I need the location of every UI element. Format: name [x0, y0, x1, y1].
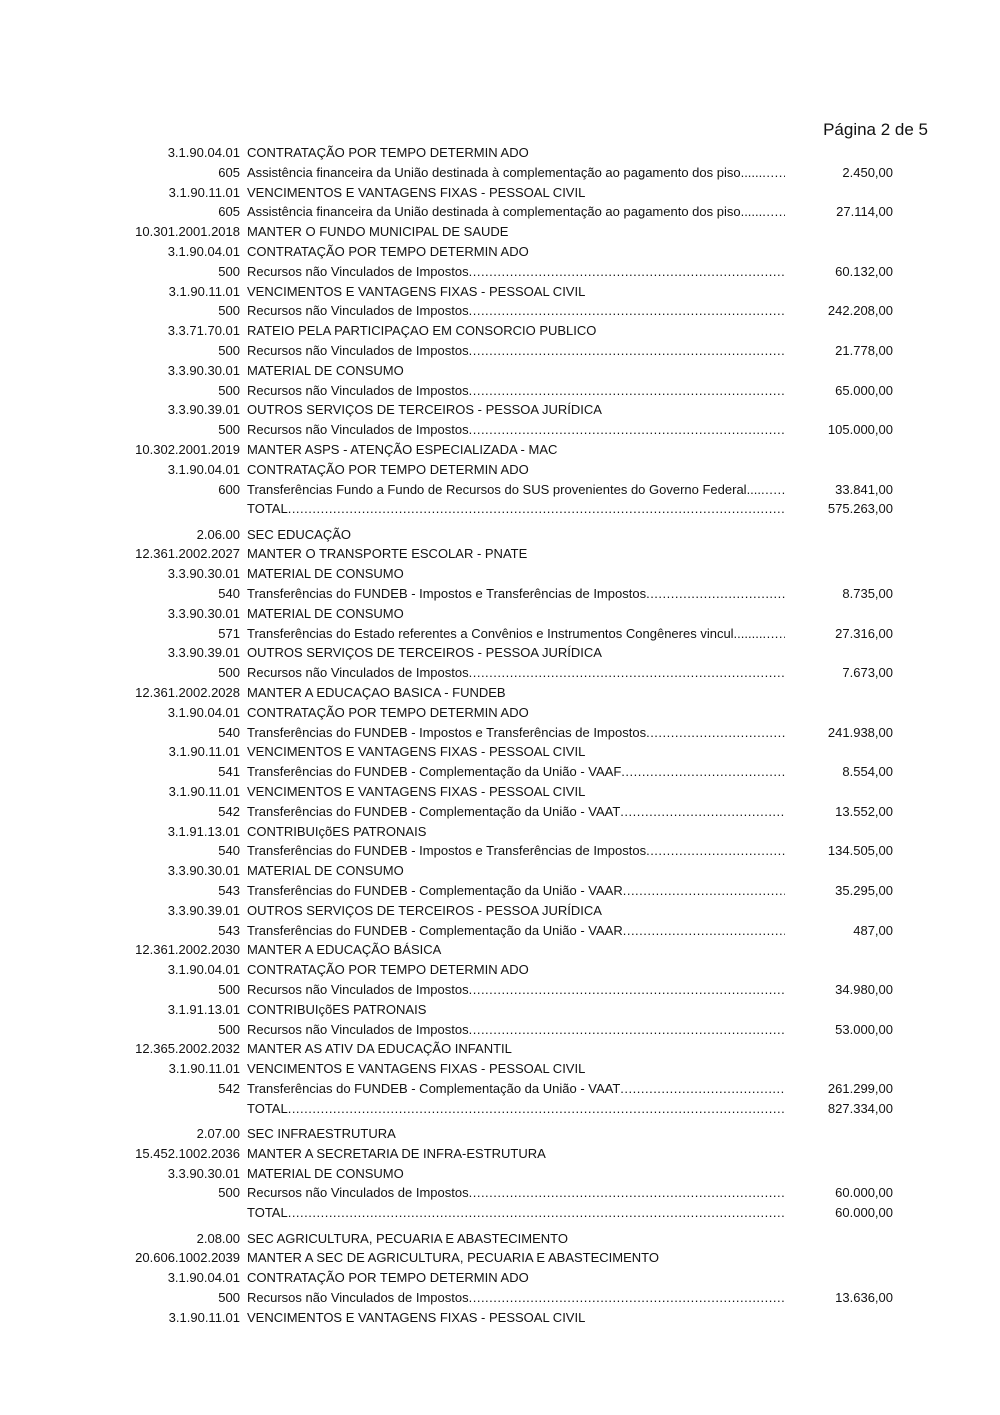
- row-description-text: Transferências do FUNDEB - Complementação da União - VAAT: [247, 1080, 621, 1096]
- account-header-row: [0, 822, 1000, 842]
- row-code: 12.365.2002.2032: [135, 1041, 240, 1057]
- row-code: 543: [218, 922, 240, 938]
- row-code: 543: [218, 882, 240, 898]
- row-description: [247, 762, 785, 782]
- account-header-row: [0, 460, 1000, 480]
- row-description: [247, 584, 785, 604]
- row-description-text: MANTER AS ATIV DA EDUCAÇÃO INFANTIL: [247, 1041, 512, 1057]
- funding-source-row: [0, 1079, 1000, 1099]
- row-description: [247, 544, 785, 564]
- funding-source-row: [0, 163, 1000, 183]
- row-code: 605: [218, 164, 240, 180]
- funding-source-row: [0, 584, 1000, 604]
- dot-leader: [646, 723, 785, 743]
- row-description: [247, 723, 785, 743]
- row-description-text: Transferências do FUNDEB - Impostos e Transferências de Impostos: [247, 843, 647, 859]
- row-description-text: CONTRIBUIçõES PATRONAIS: [247, 1001, 427, 1017]
- row-description: [247, 1288, 785, 1308]
- row-description: [247, 940, 785, 960]
- account-header-row: [0, 940, 1000, 960]
- row-description-text: SEC INFRAESTRUTURA: [247, 1126, 396, 1142]
- row-description-text: MANTER O FUNDO MUNICIPAL DE SAUDE: [247, 224, 509, 240]
- dot-leader: [623, 921, 785, 941]
- row-description: [247, 301, 785, 321]
- dot-leader: [620, 802, 785, 822]
- row-value: 487,00: [853, 922, 893, 938]
- row-value: 65.000,00: [835, 382, 893, 398]
- row-description-text: Recursos não Vinculados de Impostos: [247, 1185, 469, 1201]
- account-header-row: [0, 1248, 1000, 1268]
- row-value: 242.208,00: [827, 303, 893, 319]
- row-description: [247, 143, 785, 163]
- dot-leader: [469, 1183, 785, 1203]
- row-code: 500: [218, 263, 240, 279]
- row-description: [247, 802, 785, 822]
- row-description-text: Transferências Fundo a Fundo de Recursos do SUS provenientes do Governo Federal....: [247, 481, 762, 497]
- dot-leader: [762, 624, 785, 644]
- row-description-text: Assistência financeira da União destinada à complementação ao pagamento dos piso......: [247, 164, 763, 180]
- row-code: 3.3.90.30.01: [167, 605, 240, 621]
- dot-leader: [469, 663, 785, 683]
- row-description: [247, 1059, 785, 1079]
- row-code: 3.1.91.13.01: [167, 823, 240, 839]
- account-header-row: [0, 1164, 1000, 1184]
- funding-source-row: [0, 1020, 1000, 1040]
- row-code: 500: [218, 1021, 240, 1037]
- row-code: 500: [218, 665, 240, 681]
- row-description-text: Transferências do Estado referentes a Convênios e Instrumentos Congêneres vincul........: [247, 625, 763, 641]
- row-description: [247, 841, 785, 861]
- row-code: 542: [218, 1080, 240, 1096]
- row-description-text: Transferências do FUNDEB - Impostos e Transferências de Impostos: [247, 724, 647, 740]
- row-description: [247, 321, 785, 341]
- funding-source-row: [0, 262, 1000, 282]
- row-description: [247, 381, 785, 401]
- row-code: 3.1.90.11.01: [168, 784, 240, 799]
- dot-leader: [469, 301, 785, 321]
- row-description: [247, 1020, 785, 1040]
- dot-leader: [288, 1203, 785, 1223]
- row-description: [247, 183, 785, 203]
- dot-leader: [469, 420, 785, 440]
- dot-leader: [469, 1288, 785, 1308]
- row-description: [247, 282, 785, 302]
- row-description: [247, 440, 785, 460]
- section-header-row: [0, 1229, 1000, 1249]
- row-description-text: MANTER A EDUCAÇÃO BÁSICA: [247, 942, 442, 958]
- funding-source-row: [0, 1183, 1000, 1203]
- row-description-text: VENCIMENTOS E VANTAGENS FIXAS - PESSOAL CIVIL: [247, 744, 586, 760]
- row-code: 3.1.90.11.01: [168, 744, 240, 760]
- dot-leader: [761, 480, 785, 500]
- dot-leader: [469, 381, 785, 401]
- row-description-text: Recursos não Vinculados de Impostos: [247, 342, 469, 358]
- funding-source-row: [0, 420, 1000, 440]
- row-description-text: MANTER A EDUCAÇAO BASICA - FUNDEB: [247, 685, 506, 701]
- row-description: [247, 624, 785, 644]
- account-header-row: [0, 544, 1000, 564]
- row-code: 500: [218, 981, 240, 997]
- row-description: [247, 861, 785, 881]
- account-header-row: [0, 703, 1000, 723]
- row-description-text: MANTER O TRANSPORTE ESCOLAR - PNATE: [247, 546, 528, 562]
- account-header-row: [0, 222, 1000, 242]
- row-code: 3.1.90.11.01: [168, 1309, 240, 1325]
- row-value: 261.299,00: [827, 1080, 893, 1096]
- row-description: [247, 564, 785, 584]
- row-code: 12.361.2002.2030: [135, 942, 240, 958]
- row-code: 3.1.90.04.01: [167, 461, 240, 477]
- account-header-row: [0, 242, 1000, 262]
- row-code: 3.3.90.30.01: [167, 863, 240, 879]
- row-description: [247, 262, 785, 282]
- dot-leader: [288, 1099, 785, 1119]
- row-description-text: SEC AGRICULTURA, PECUARIA E ABASTECIMENTO: [247, 1230, 568, 1246]
- row-description: [247, 921, 785, 941]
- row-value: 60.000,00: [835, 1205, 893, 1221]
- row-description-text: MATERIAL DE CONSUMO: [247, 362, 404, 378]
- dot-leader: [762, 202, 785, 222]
- account-header-row: [0, 1039, 1000, 1059]
- row-description: [247, 1039, 785, 1059]
- row-description-text: MATERIAL DE CONSUMO: [247, 1165, 404, 1181]
- account-header-row: [0, 143, 1000, 163]
- account-header-row: [0, 742, 1000, 762]
- row-code: 3.1.90.04.01: [167, 1270, 240, 1286]
- row-description: [247, 1268, 785, 1288]
- row-description: [247, 742, 785, 762]
- row-description: [247, 683, 785, 703]
- row-description: [247, 420, 785, 440]
- row-code: 500: [218, 382, 240, 398]
- row-description: [247, 1164, 785, 1184]
- account-header-row: [0, 440, 1000, 460]
- row-description-text: MATERIAL DE CONSUMO: [247, 605, 404, 621]
- account-header-row: [0, 901, 1000, 921]
- total-row: [0, 1099, 1000, 1119]
- row-code: 2.08.00: [196, 1230, 240, 1246]
- row-description-text: MATERIAL DE CONSUMO: [247, 863, 404, 879]
- row-description-text: Recursos não Vinculados de Impostos: [247, 263, 469, 279]
- row-description-text: CONTRATAÇÃO POR TEMPO DETERMIN ADO: [247, 1270, 529, 1286]
- row-description: [247, 881, 785, 901]
- row-description: [247, 163, 785, 183]
- row-description: [247, 703, 785, 723]
- row-description: [247, 1308, 785, 1328]
- row-description: [247, 1000, 785, 1020]
- row-code: 3.1.90.04.01: [167, 145, 240, 160]
- row-code: 600: [218, 481, 240, 497]
- row-code: 3.3.90.30.01: [167, 1165, 240, 1181]
- funding-source-row: [0, 301, 1000, 321]
- row-code: 3.3.90.39.01: [167, 902, 240, 918]
- funding-source-row: [0, 624, 1000, 644]
- row-description: [247, 202, 785, 222]
- dot-leader: [646, 841, 785, 861]
- account-header-row: [0, 643, 1000, 663]
- row-description: [247, 1248, 785, 1268]
- row-description-text: Transferências do FUNDEB - Impostos e Transferências de Impostos: [247, 586, 647, 602]
- row-value: 34.980,00: [835, 981, 893, 997]
- funding-source-row: [0, 921, 1000, 941]
- row-description-text: Recursos não Vinculados de Impostos: [247, 981, 469, 997]
- row-description: [247, 400, 785, 420]
- row-code: 20.606.1002.2039: [135, 1250, 240, 1266]
- row-description: [247, 222, 785, 242]
- row-code: 540: [218, 843, 240, 859]
- funding-source-row: [0, 480, 1000, 500]
- row-code: 542: [218, 803, 240, 819]
- row-description: [247, 1203, 785, 1223]
- funding-source-row: [0, 341, 1000, 361]
- budget-table: [0, 143, 1000, 1328]
- account-header-row: [0, 782, 1000, 802]
- funding-source-row: [0, 1288, 1000, 1308]
- row-code: 3.1.90.04.01: [167, 243, 240, 259]
- row-description-text: Recursos não Vinculados de Impostos: [247, 1289, 469, 1305]
- row-description: [247, 1229, 785, 1249]
- row-code: 2.06.00: [196, 526, 240, 542]
- account-header-row: [0, 1308, 1000, 1328]
- row-description-text: Transferências do FUNDEB - Complementação da União - VAAT: [247, 803, 621, 819]
- row-description-text: Recursos não Vinculados de Impostos: [247, 1021, 469, 1037]
- dot-leader: [621, 762, 785, 782]
- row-value: 13.552,00: [835, 803, 893, 819]
- account-header-row: [0, 564, 1000, 584]
- row-code: 3.3.90.30.01: [167, 566, 240, 582]
- row-code: 12.361.2002.2027: [135, 546, 240, 562]
- row-description: [247, 341, 785, 361]
- row-description-text: MANTER A SEC DE AGRICULTURA, PECUARIA E ABASTECIMENTO: [247, 1250, 660, 1266]
- row-value: 575.263,00: [827, 501, 893, 517]
- row-description-text: TOTAL: [247, 1100, 288, 1116]
- row-description-text: OUTROS SERVIÇOS DE TERCEIROS - PESSOA JURÍDICA: [247, 902, 602, 918]
- row-code: 3.1.90.11.01: [168, 1061, 240, 1077]
- row-value: 33.841,00: [835, 481, 893, 497]
- row-description-text: MANTER ASPS - ATENÇÃO ESPECIALIZADA - MAC: [247, 441, 558, 457]
- row-description-text: CONTRIBUIçõES PATRONAIS: [247, 823, 427, 839]
- row-value: 827.334,00: [827, 1100, 893, 1116]
- row-code: 3.1.90.04.01: [167, 962, 240, 978]
- row-description: [247, 525, 785, 545]
- account-header-row: [0, 683, 1000, 703]
- funding-source-row: [0, 762, 1000, 782]
- row-code: 15.452.1002.2036: [135, 1145, 240, 1161]
- row-value: 60.000,00: [835, 1185, 893, 1201]
- row-description-text: Recursos não Vinculados de Impostos: [247, 303, 469, 319]
- row-code: 3.3.90.39.01: [167, 645, 240, 661]
- row-description-text: RATEIO PELA PARTICIPAÇAO EM CONSORCIO PUBLICO: [247, 323, 597, 339]
- funding-source-row: [0, 980, 1000, 1000]
- row-value: 13.636,00: [835, 1289, 893, 1305]
- row-description-text: SEC EDUCAÇÃO: [247, 526, 352, 542]
- row-description-text: VENCIMENTOS E VANTAGENS FIXAS - PESSOAL CIVIL: [247, 184, 586, 200]
- row-value: 27.114,00: [836, 204, 893, 220]
- row-code: 12.361.2002.2028: [135, 685, 240, 701]
- row-description: [247, 822, 785, 842]
- row-description: [247, 1183, 785, 1203]
- row-description: [247, 663, 785, 683]
- row-code: 3.3.71.70.01: [167, 323, 240, 339]
- row-description-text: Transferências do FUNDEB - Complementação da União - VAAR: [247, 922, 623, 938]
- row-description: [247, 960, 785, 980]
- row-description-text: MATERIAL DE CONSUMO: [247, 566, 404, 582]
- row-code: 3.1.90.04.01: [167, 704, 240, 720]
- account-header-row: [0, 321, 1000, 341]
- row-description: [247, 1099, 785, 1119]
- funding-source-row: [0, 202, 1000, 222]
- row-description: [247, 361, 785, 381]
- row-description: [247, 242, 785, 262]
- row-code: 500: [218, 1289, 240, 1305]
- row-value: 21.778,00: [835, 342, 893, 358]
- row-code: 10.302.2001.2019: [135, 441, 240, 457]
- dot-leader: [646, 584, 785, 604]
- row-description: [247, 480, 785, 500]
- dot-leader: [469, 1020, 785, 1040]
- row-value: 8.735,00: [842, 586, 893, 602]
- row-description-text: CONTRATAÇÃO POR TEMPO DETERMIN ADO: [247, 704, 529, 720]
- row-description-text: VENCIMENTOS E VANTAGENS FIXAS - PESSOAL CIVIL: [247, 283, 586, 299]
- account-header-row: [0, 183, 1000, 203]
- row-description: [247, 1144, 785, 1164]
- row-value: 27.316,00: [835, 625, 893, 641]
- row-code: 540: [218, 586, 240, 602]
- section-header-row: [0, 525, 1000, 545]
- row-code: 605: [218, 204, 240, 220]
- row-description-text: CONTRATAÇÃO POR TEMPO DETERMIN ADO: [247, 962, 529, 978]
- row-description: [247, 782, 785, 802]
- row-description-text: VENCIMENTOS E VANTAGENS FIXAS - PESSOAL CIVIL: [247, 1309, 586, 1325]
- funding-source-row: [0, 663, 1000, 683]
- row-value: 7.673,00: [842, 665, 893, 681]
- row-description-text: CONTRATAÇÃO POR TEMPO DETERMIN ADO: [247, 145, 529, 160]
- row-value: 134.505,00: [827, 843, 893, 859]
- row-description: [247, 1124, 785, 1144]
- row-description: [247, 604, 785, 624]
- dot-leader: [623, 881, 785, 901]
- funding-source-row: [0, 881, 1000, 901]
- row-value: 53.000,00: [835, 1021, 893, 1037]
- row-description-text: Transferências do FUNDEB - Complementação da União - VAAF: [247, 764, 622, 780]
- account-header-row: [0, 1268, 1000, 1288]
- row-description-text: CONTRATAÇÃO POR TEMPO DETERMIN ADO: [247, 461, 529, 477]
- row-description-text: OUTROS SERVIÇOS DE TERCEIROS - PESSOA JURÍDICA: [247, 402, 602, 418]
- row-code: 3.3.90.39.01: [167, 402, 240, 418]
- row-code: 500: [218, 422, 240, 438]
- total-row: [0, 499, 1000, 519]
- row-value: 35.295,00: [835, 882, 893, 898]
- funding-source-row: [0, 802, 1000, 822]
- row-description-text: Recursos não Vinculados de Impostos: [247, 665, 469, 681]
- row-value: 241.938,00: [827, 724, 893, 740]
- row-description-text: VENCIMENTOS E VANTAGENS FIXAS - PESSOAL CIVIL: [247, 1061, 586, 1077]
- account-header-row: [0, 604, 1000, 624]
- row-code: 500: [218, 303, 240, 319]
- row-description-text: Transferências do FUNDEB - Complementação da União - VAAR: [247, 882, 623, 898]
- row-description: [247, 643, 785, 663]
- row-code: 571: [218, 625, 240, 641]
- dot-leader: [469, 262, 785, 282]
- row-description: [247, 499, 785, 519]
- row-value: 8.554,00: [842, 764, 893, 780]
- total-row: [0, 1203, 1000, 1223]
- row-description-text: CONTRATAÇÃO POR TEMPO DETERMIN ADO: [247, 243, 529, 259]
- row-description-text: Recursos não Vinculados de Impostos: [247, 382, 469, 398]
- page-number: Página 2 de 5: [823, 120, 928, 139]
- account-header-row: [0, 1000, 1000, 1020]
- funding-source-row: [0, 841, 1000, 861]
- row-description: [247, 1079, 785, 1099]
- section-header-row: [0, 1124, 1000, 1144]
- row-description: [247, 980, 785, 1000]
- dot-leader: [469, 341, 785, 361]
- account-header-row: [0, 361, 1000, 381]
- row-description: [247, 901, 785, 921]
- row-code: 500: [218, 1185, 240, 1201]
- row-code: 3.1.91.13.01: [167, 1001, 240, 1017]
- row-code: 541: [218, 764, 240, 780]
- dot-leader: [288, 499, 785, 519]
- row-value: 60.132,00: [835, 263, 893, 279]
- row-description-text: OUTROS SERVIÇOS DE TERCEIROS - PESSOA JURÍDICA: [247, 645, 602, 661]
- row-description: [247, 460, 785, 480]
- row-code: 10.301.2001.2018: [135, 224, 240, 240]
- funding-source-row: [0, 723, 1000, 743]
- row-code: 3.1.90.11.01: [168, 283, 240, 299]
- row-code: 3.3.90.30.01: [167, 362, 240, 378]
- account-header-row: [0, 1144, 1000, 1164]
- row-value: 105.000,00: [827, 422, 893, 438]
- dot-leader: [762, 163, 785, 183]
- row-value: 2.450,00: [842, 164, 893, 180]
- row-description-text: TOTAL: [247, 501, 288, 517]
- row-description-text: VENCIMENTOS E VANTAGENS FIXAS - PESSOAL CIVIL: [247, 784, 586, 799]
- account-header-row: [0, 861, 1000, 881]
- funding-source-row: [0, 381, 1000, 401]
- account-header-row: [0, 960, 1000, 980]
- account-header-row: [0, 1059, 1000, 1079]
- row-description-text: Recursos não Vinculados de Impostos: [247, 422, 469, 438]
- dot-leader: [620, 1079, 785, 1099]
- account-header-row: [0, 400, 1000, 420]
- dot-leader: [469, 980, 785, 1000]
- row-code: 540: [218, 724, 240, 740]
- row-description-text: TOTAL: [247, 1205, 288, 1221]
- row-code: 2.07.00: [196, 1126, 240, 1142]
- row-code: 500: [218, 342, 240, 358]
- row-description-text: Assistência financeira da União destinada à complementação ao pagamento dos piso......: [247, 204, 763, 220]
- row-code: 3.1.90.11.01: [168, 184, 240, 200]
- account-header-row: [0, 282, 1000, 302]
- row-description-text: MANTER A SECRETARIA DE INFRA-ESTRUTURA: [247, 1145, 546, 1161]
